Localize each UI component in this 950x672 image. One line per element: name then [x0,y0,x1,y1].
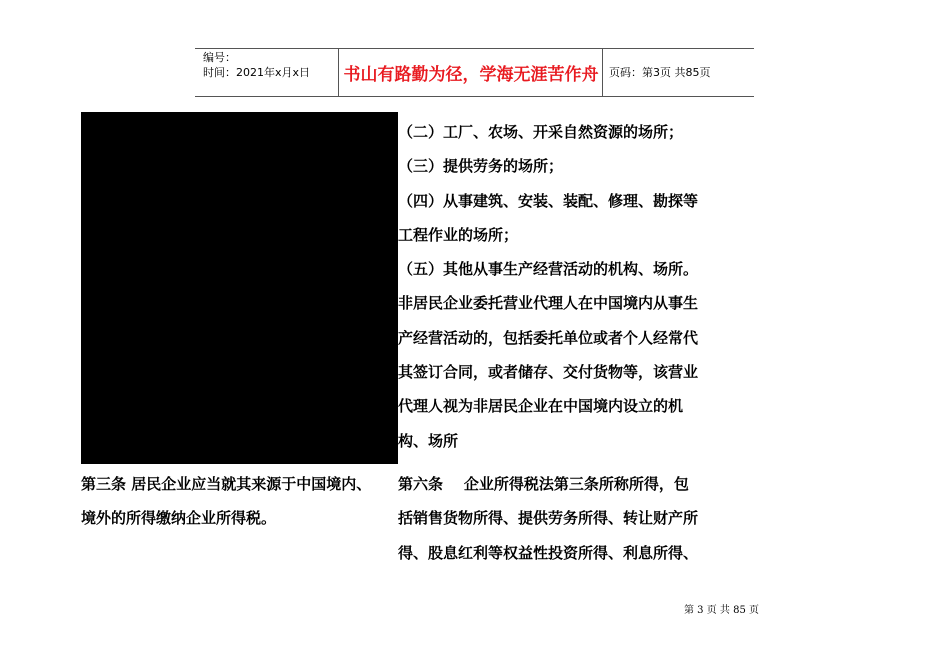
header-meta [203,50,310,80]
text-line: 括销售货物所得、提供劳务所得、转让财产所 [398,509,699,528]
text-line: （二）工厂、农场、开采自然资源的场所； [398,123,684,141]
header-motto: 书山有路勤为径，学海无涯苦作舟 [343,64,599,85]
redacted-image [81,112,398,464]
footer-page-number: 第 3 页 共 85 页 [684,605,759,616]
header-bottom-border [195,96,754,97]
document-time-label: 时间：2021年x月x日 [203,66,311,79]
text-line: 第三条 居民企业应当就其来源于中国境内、 [81,475,372,493]
header-divider-right [602,48,603,96]
text-line: 得、股息红利等权益性投资所得、利息所得、 [398,543,699,562]
left-column-bottom [81,467,371,536]
header-page-info: 页码：第3页 共85页 [609,66,711,79]
header-divider-left [338,48,339,96]
text-line: 代理人视为非居民企业在中国境内设立的机 [398,397,684,416]
text-line: 工程作业的场所； [398,225,519,244]
text-line: 构、场所 [398,431,459,450]
text-line: 第六条 企业所得税法第三条所称所得，包 [398,475,689,493]
text-line: （五）其他从事生产经营活动的机构、场所。 [398,260,699,279]
text-line: 境外的所得缴纳企业所得税。 [81,509,277,528]
text-line: 其签订合同，或者储存、交付货物等，该营业 [398,363,699,382]
right-column-top [398,115,698,458]
text-line: 非居民企业委托营业代理人在中国境内从事生 [398,294,699,313]
document-number-label: 编号： [203,51,236,64]
right-column-bottom [398,467,698,570]
text-line: 产经营活动的，包括委托单位或者个人经常代 [398,328,699,347]
text-line: （三）提供劳务的场所； [398,157,564,176]
text-line: （四）从事建筑、安装、装配、修理、勘探等 [398,191,699,210]
